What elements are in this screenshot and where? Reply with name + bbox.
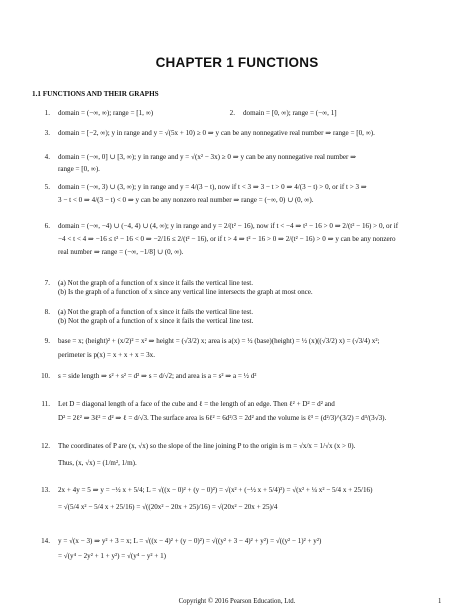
chapter-title: CHAPTER 1 FUNCTIONS <box>155 55 319 70</box>
exercise-line: domain = (−∞, ∞); range = [1, ∞) <box>58 109 154 117</box>
exercise-number: 3. <box>44 129 50 137</box>
exercise-number: 9. <box>44 337 50 345</box>
exercise-line: range = [0, ∞). <box>58 165 100 173</box>
exercise-number: 8. <box>44 308 50 316</box>
exercise-number: 14. <box>41 537 50 545</box>
exercise-number: 12. <box>41 442 50 450</box>
exercise-line: = √(y⁴ − 2y² + 1 + y²) = √(y⁴ − y² + 1) <box>58 552 166 560</box>
page-number: 1 <box>438 598 442 605</box>
exercise-line: Let D = diagonal length of a face of the cube and ℓ = the length of an edge. Then ℓ² + D² = d² and <box>58 400 335 408</box>
exercise-line: domain = [0, ∞); range = (−∞, 1] <box>243 109 337 117</box>
exercise-line: domain = (−∞, −4) ∪ (−4, 4) ∪ (4, ∞); y in range and y = 2/(t² − 16), now if t < −4 ⇒ t² − 16 > 0 ⇒ 2/(t² − 16) > 0, or if <box>58 222 399 230</box>
exercise-line: D² = 2ℓ² ⇒ 3ℓ² = d² ⇒ ℓ = d/√3. The surface area is 6ℓ² = 6d²/3 = 2d² and the volume is ℓ³ = (d²/3)^(3/2) = d³/(3√3). <box>58 414 387 422</box>
exercise-line: base = x; (height)² + (x/2)² = x² ⇒ height = (√3/2) x; area is a(x) = ½ (base)(height) = ½ (x)((√3/2) x) = (√3/4) x²; <box>58 337 380 345</box>
exercise-line: −4 < t < 4 ⇒ −16 ≤ t² − 16 < 0 ⇒ −2/16 ≤ 2/(t² − 16), or if t > 4 ⇒ t² − 16 > 0 ⇒ 2/(t² − 16) > 0 ⇒ y can be any nonzero <box>58 235 396 243</box>
exercise-line: perimeter is p(x) = x + x + x = 3x. <box>58 351 155 359</box>
exercise-number: 5. <box>44 183 50 191</box>
exercise-number: 11. <box>41 400 50 408</box>
exercise-line: domain = (−∞, 0] ∪ [3, ∞); y in range and y = √(x² − 3x) ≥ 0 ⇒ y can be any nonnegative real number ⇒ <box>58 153 357 161</box>
exercise-line: s = side length ⇒ s² + s² = d² ⇒ s = d/√2; and area is a = s² ⇒ a = ½ d² <box>58 372 257 380</box>
exercise-number: 7. <box>44 279 50 287</box>
exercise-line: (a) Not the graph of a function of x since it fails the vertical line test. <box>58 308 254 316</box>
exercise-line: domain = (−∞, 3) ∪ (3, ∞); y in range and y = 4/(3 − t), now if t < 3 ⇒ 3 − t > 0 ⇒ 4/(3 − t) > 0, or if t > 3 ⇒ <box>58 183 367 191</box>
exercise-line: The coordinates of P are (x, √x) so the slope of the line joining P to the origin is m = √x/x = 1/√x (x > 0). <box>58 442 356 450</box>
exercise-line: 3 − t < 0 ⇒ 4/(3 − t) < 0 ⇒ y can be any nonzero real number ⇒ range = (−∞, 0) ∪ (0, ∞). <box>58 196 314 204</box>
exercise-number: 4. <box>44 153 50 161</box>
exercise-line: domain = [−2, ∞); y in range and y = √(5x + 10) ≥ 0 ⇒ y can be any nonnegative real number ⇒ range = [0, ∞). <box>58 129 375 137</box>
exercise-line: (b) Is the graph of a function of x since any vertical line intersects the graph at most once. <box>58 288 313 296</box>
exercise-number: 2. <box>229 109 235 117</box>
exercise-number: 10. <box>41 372 50 380</box>
section-heading: 1.1 FUNCTIONS AND THEIR GRAPHS <box>32 90 159 98</box>
exercise-number: 13. <box>41 486 50 494</box>
exercise-line: Thus, (x, √x) = (1/m², 1/m). <box>58 459 137 467</box>
exercise-line: real number ⇒ range = (−∞, −1/8] ∪ (0, ∞). <box>58 248 184 256</box>
copyright-footer: Copyright © 2016 Pearson Education, Ltd. <box>178 598 296 605</box>
exercise-line: 2x + 4y = 5 ⇒ y = −½ x + 5/4; L = √((x − 0)² + (y − 0)²) = √(x² + (−½ x + 5/4)²) = √(x² + ¼ x² − 5/4 x + 25/16) <box>58 486 373 494</box>
exercise-line: y = √(x − 3) ⇒ y² + 3 = x; L = √((x − 4)² + (y − 0)²) = √((y² + 3 − 4)² + y²) = √((y² − 1)² + y²) <box>58 537 322 545</box>
exercise-number: 1. <box>44 109 50 117</box>
exercise-line: = √(5/4 x² − 5/4 x + 25/16) = √((20x² − 20x + 25)/16) = √(20x² − 20x + 25)/4 <box>58 503 278 511</box>
exercise-line: (a) Not the graph of a function of x since it fails the vertical line test. <box>58 279 254 287</box>
exercise-number: 6. <box>44 222 50 230</box>
exercise-line: (b) Not the graph of a function of x since it fails the vertical line test. <box>58 317 254 325</box>
